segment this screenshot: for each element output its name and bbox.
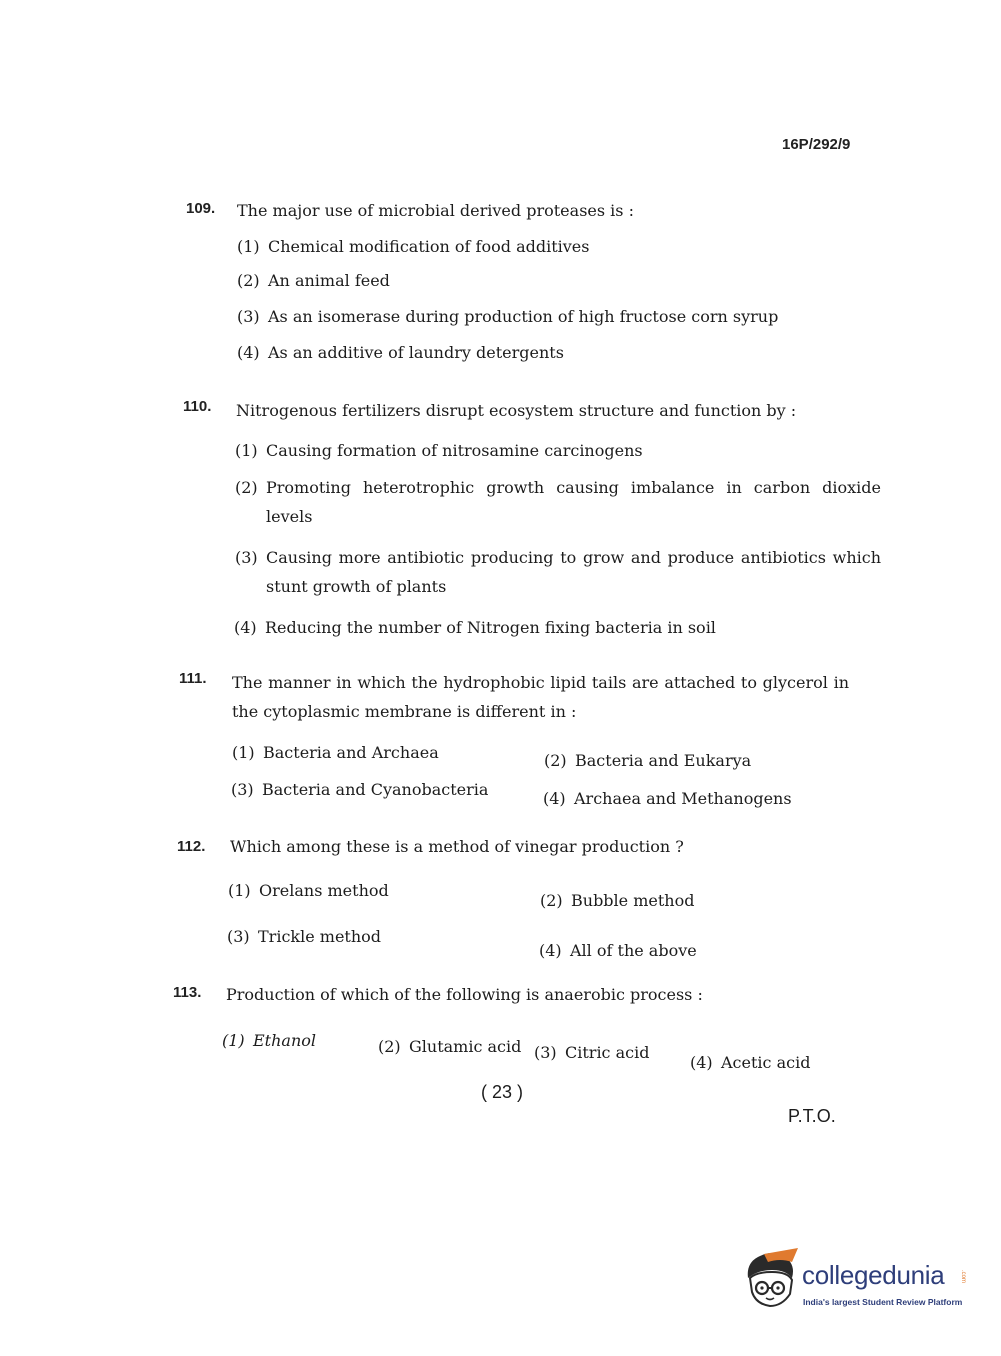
option-text: Acetic acid [721,1053,811,1072]
pto-label: P.T.O. [788,1106,836,1126]
option-text: Glutamic acid [409,1037,522,1056]
option-1 [232,738,439,767]
option-1 [228,876,389,905]
option-1 [237,232,589,261]
paper-code: 16P/292/9 [782,136,851,153]
option-number: (3) [235,548,258,567]
option-number: (4) [237,343,260,362]
question-number: 112. [177,838,206,855]
option-number: (3) [237,307,260,326]
option-text: An animal feed [268,271,390,290]
option-number: (3) [534,1043,557,1062]
option-4 [539,936,697,965]
option-2 [378,1032,521,1061]
option-3 [231,775,488,804]
question-text: Which among these is a method of vinegar production ? [230,837,684,856]
option-text: Orelans method [259,881,389,900]
question-text: The major use of microbial derived proteases is : [237,201,634,220]
option-1 [235,436,643,465]
option-3 [227,922,381,951]
option-2 [235,473,881,531]
question-number: 110. [183,398,212,415]
option-number: (1) [237,237,260,256]
option-number: (3) [227,927,250,946]
option-text: Causing formation of nitrosamine carcinogens [266,441,643,460]
option-number: (4) [539,941,562,960]
option-number: (2) [235,478,258,497]
option-text: Ethanol [253,1031,317,1050]
option-text: Promoting heterotrophic growth causing imbalance in carbon dioxide levels [266,478,881,526]
option-number: (4) [690,1053,713,1072]
graduate-mascot-icon [742,1248,800,1310]
question-number: 113. [173,984,202,1001]
option-4 [237,338,564,367]
page-number: ( 23 ) [481,1082,524,1102]
option-number: (2) [237,271,260,290]
option-number: (4) [234,618,257,637]
option-4 [543,784,792,813]
option-text: Reducing the number of Nitrogen fixing bacteria in soil [265,618,716,637]
option-3 [237,302,778,331]
collegedunia-logo [742,1248,972,1320]
option-1 [222,1026,316,1055]
option-text: Citric acid [565,1043,650,1062]
option-text: Trickle method [258,927,382,946]
option-number: (1) [228,881,251,900]
question-number: 111. [179,670,207,687]
option-text: Chemical modification of food additives [268,237,590,256]
option-text: Bacteria and Archaea [263,743,439,762]
question-text: Production of which of the following is anaerobic process : [226,985,703,1004]
option-number: (4) [543,789,566,808]
question-text: The manner in which the hydrophobic lipid tails are attached to glycerol in the cytoplasmic membrane is different in : [232,673,849,721]
option-2 [237,266,390,295]
option-number: (1) [222,1031,245,1050]
option-number: (2) [378,1037,401,1056]
option-text: Bacteria and Eukarya [575,751,752,770]
option-number: (1) [232,743,255,762]
option-number: (3) [231,780,254,799]
option-number: (2) [544,751,567,770]
question-text: Nitrogenous fertilizers disrupt ecosystem structure and function by : [236,401,797,420]
brand-domain: .com [960,1270,966,1284]
option-text: All of the above [570,941,697,960]
brand-name: collegedunia [802,1260,945,1290]
option-text: Bacteria and Cyanobacteria [262,780,489,799]
option-text: Archaea and Methanogens [574,789,792,808]
option-2 [544,746,751,775]
option-number: (2) [540,891,563,910]
option-3 [534,1038,649,1067]
option-4 [234,613,716,642]
option-text: Bubble method [571,891,695,910]
option-4 [690,1048,810,1077]
option-text: As an additive of laundry detergents [268,343,564,362]
option-number: (1) [235,441,258,460]
brand-tagline: India's largest Student Review Platform [803,1297,963,1307]
option-text: As an isomerase during production of high fructose corn syrup [268,307,779,326]
option-2 [540,886,694,915]
option-3 [235,543,881,601]
option-text: Causing more antibiotic producing to grow and produce antibiotics which stunt growth of plants [266,548,881,596]
question-number: 109. [186,200,216,217]
